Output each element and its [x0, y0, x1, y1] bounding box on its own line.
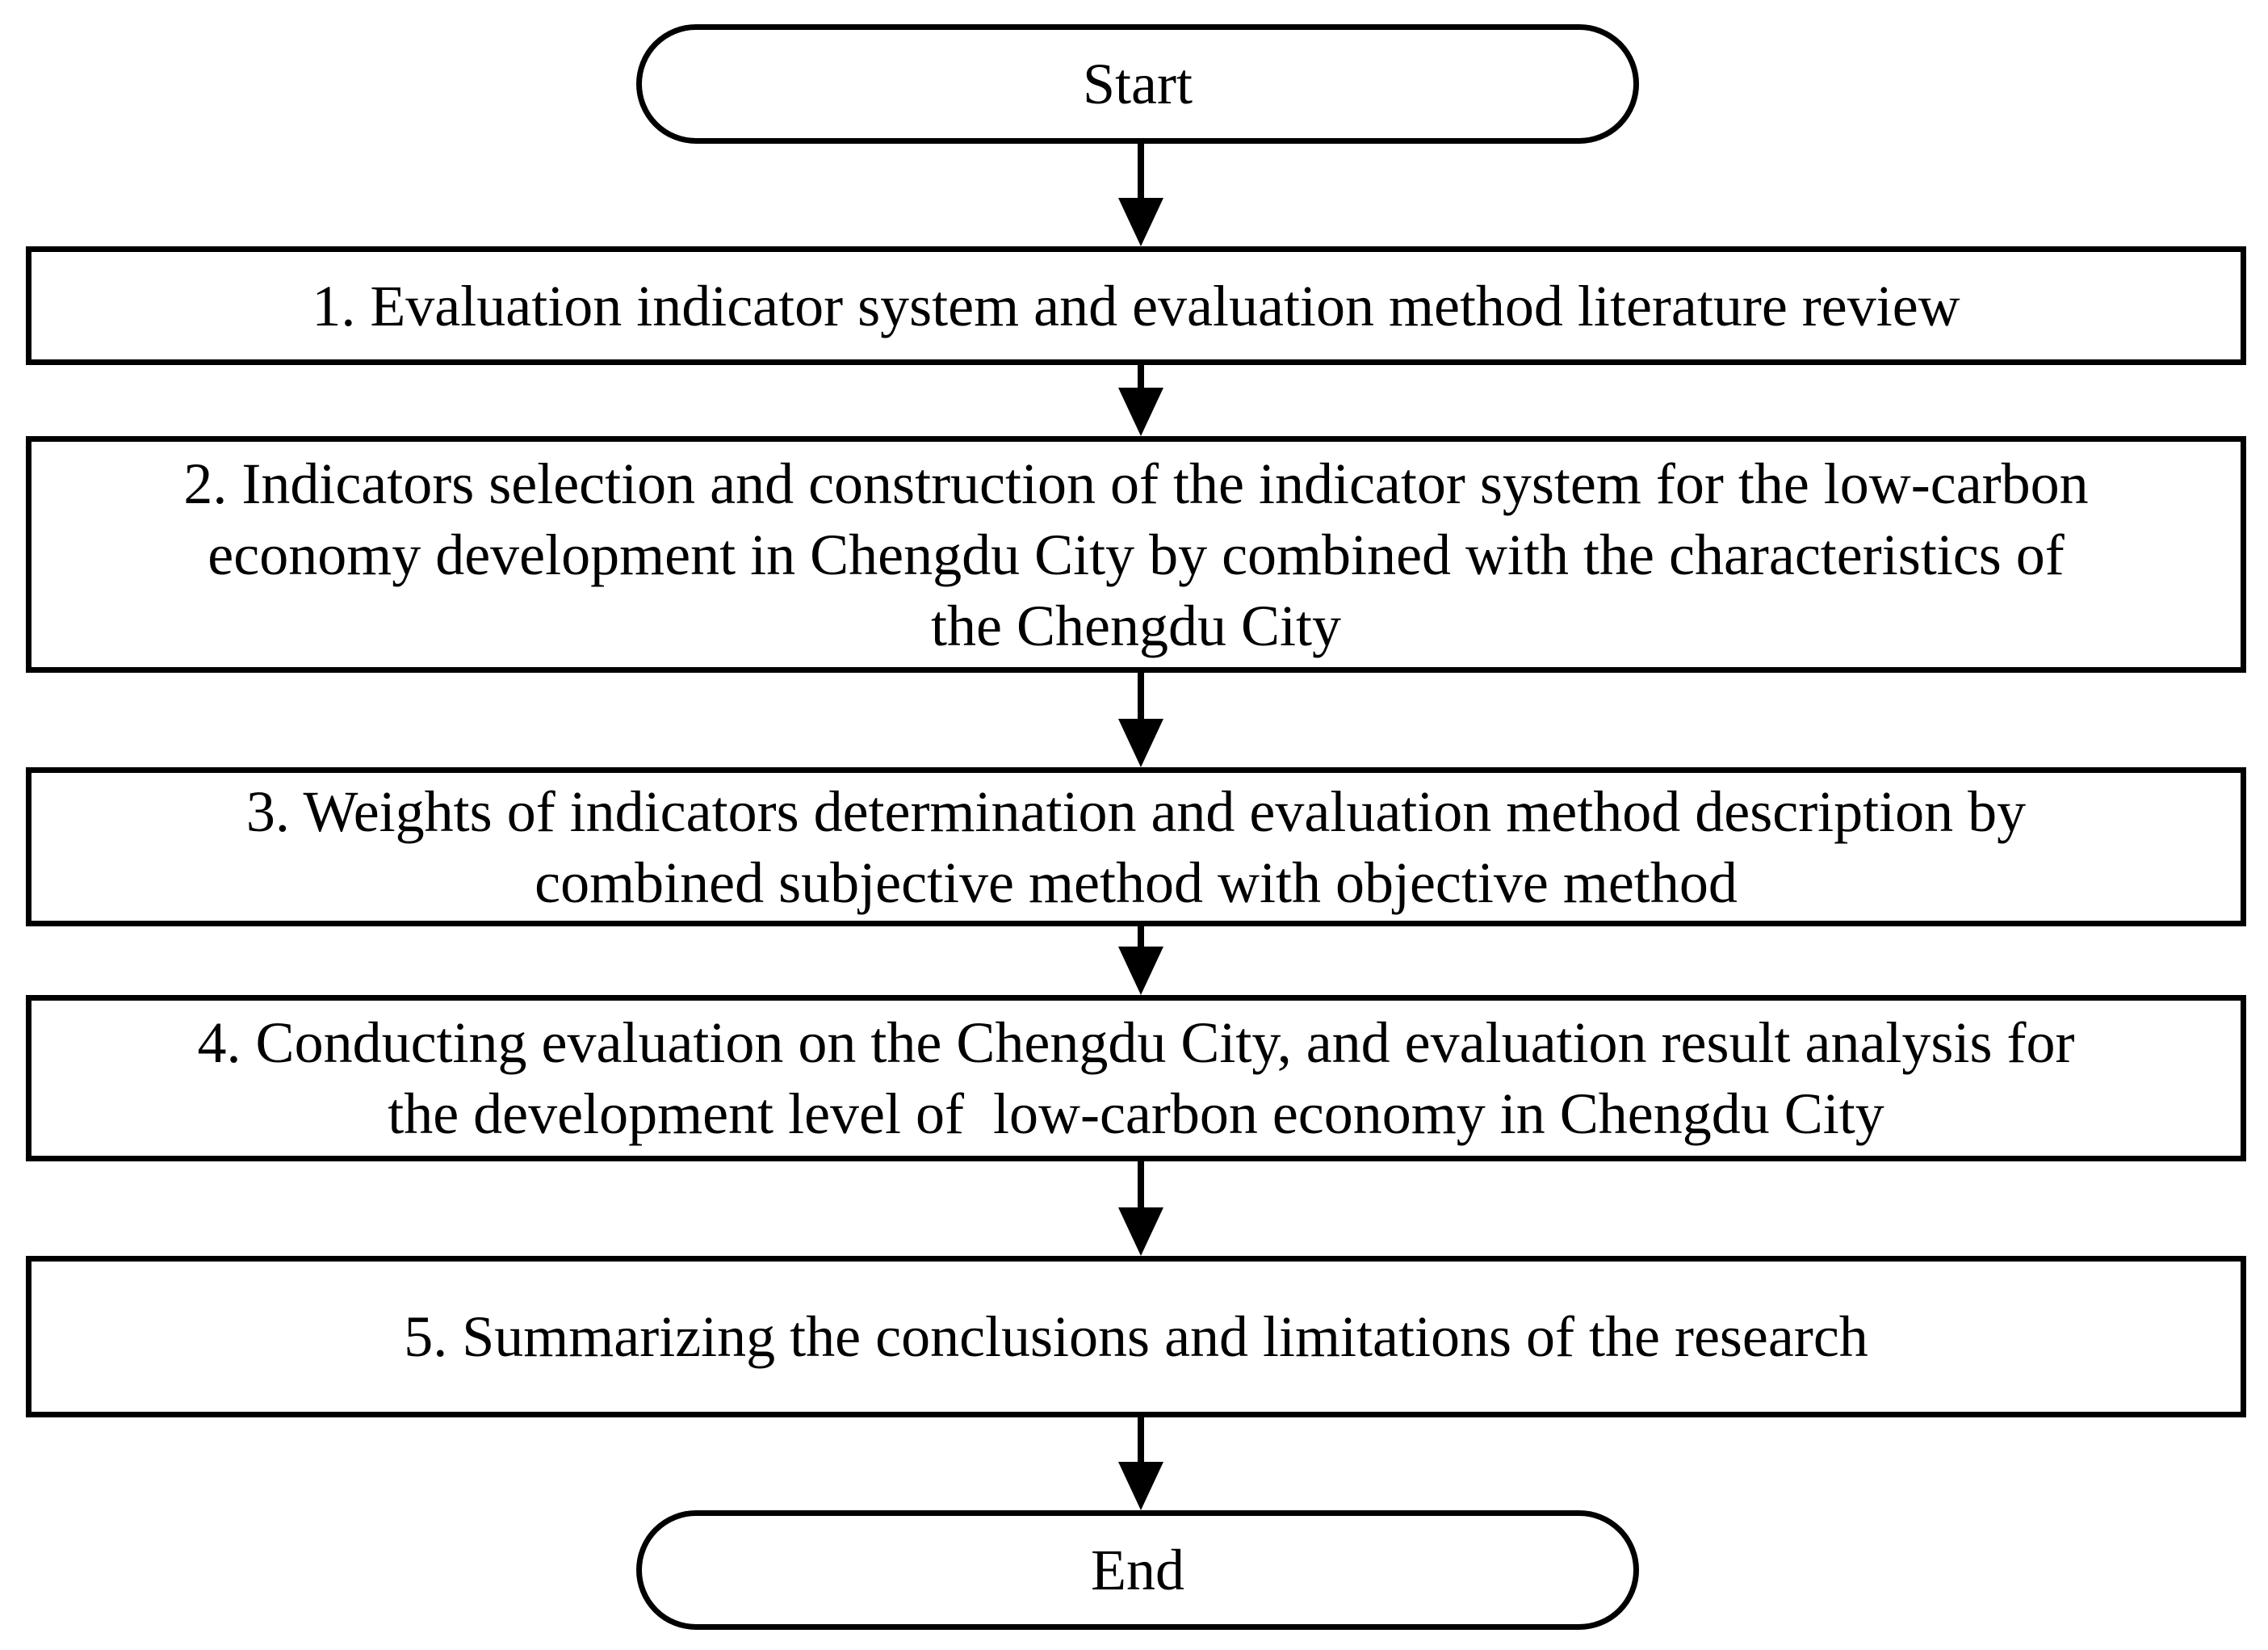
arrow-step5-to-end — [1118, 1417, 1163, 1510]
arrow-step4-to-step5 — [1118, 1161, 1163, 1256]
arrow-step2-to-step3 — [1118, 673, 1163, 767]
step-2-line-1: 2. Indicators selection and construction of the indicator system for the low-carbon — [183, 451, 2089, 516]
step-5-box — [26, 1256, 2246, 1417]
step-5-line-1: 5. Summarizing the conclusions and limitations of the research — [404, 1304, 1868, 1369]
step-3-line-1: 3. Weights of indicators determination and evaluation method description by — [245, 779, 2027, 844]
start-label: Start — [1083, 52, 1193, 116]
step-4-box — [26, 995, 2246, 1161]
arrow-step3-to-step4 — [1118, 926, 1163, 995]
step-2-line-3: the Chengdu City — [931, 593, 1341, 658]
step-1-box — [26, 246, 2246, 365]
end-label: End — [1091, 1538, 1184, 1602]
step-3-box — [26, 767, 2246, 926]
end-terminal — [636, 1510, 1639, 1630]
arrow-start-to-step1 — [1118, 144, 1163, 246]
step-2-box — [26, 436, 2246, 673]
start-terminal — [636, 24, 1639, 144]
step-4-line-2: the development level of low-carbon economy in Chengdu City — [388, 1081, 1884, 1146]
step-3-line-2: combined subjective method with objective method — [535, 850, 1738, 915]
step-1-line-1: 1. Evaluation indicator system and evaluation method literature review — [312, 273, 1960, 338]
step-4-line-1: 4. Conducting evaluation on the Chengdu City, and evaluation result analysis for — [197, 1010, 2075, 1075]
step-2-line-2: economy development in Chengdu City by combined with the characteristics of — [208, 522, 2065, 587]
arrow-step1-to-step2 — [1118, 365, 1163, 436]
